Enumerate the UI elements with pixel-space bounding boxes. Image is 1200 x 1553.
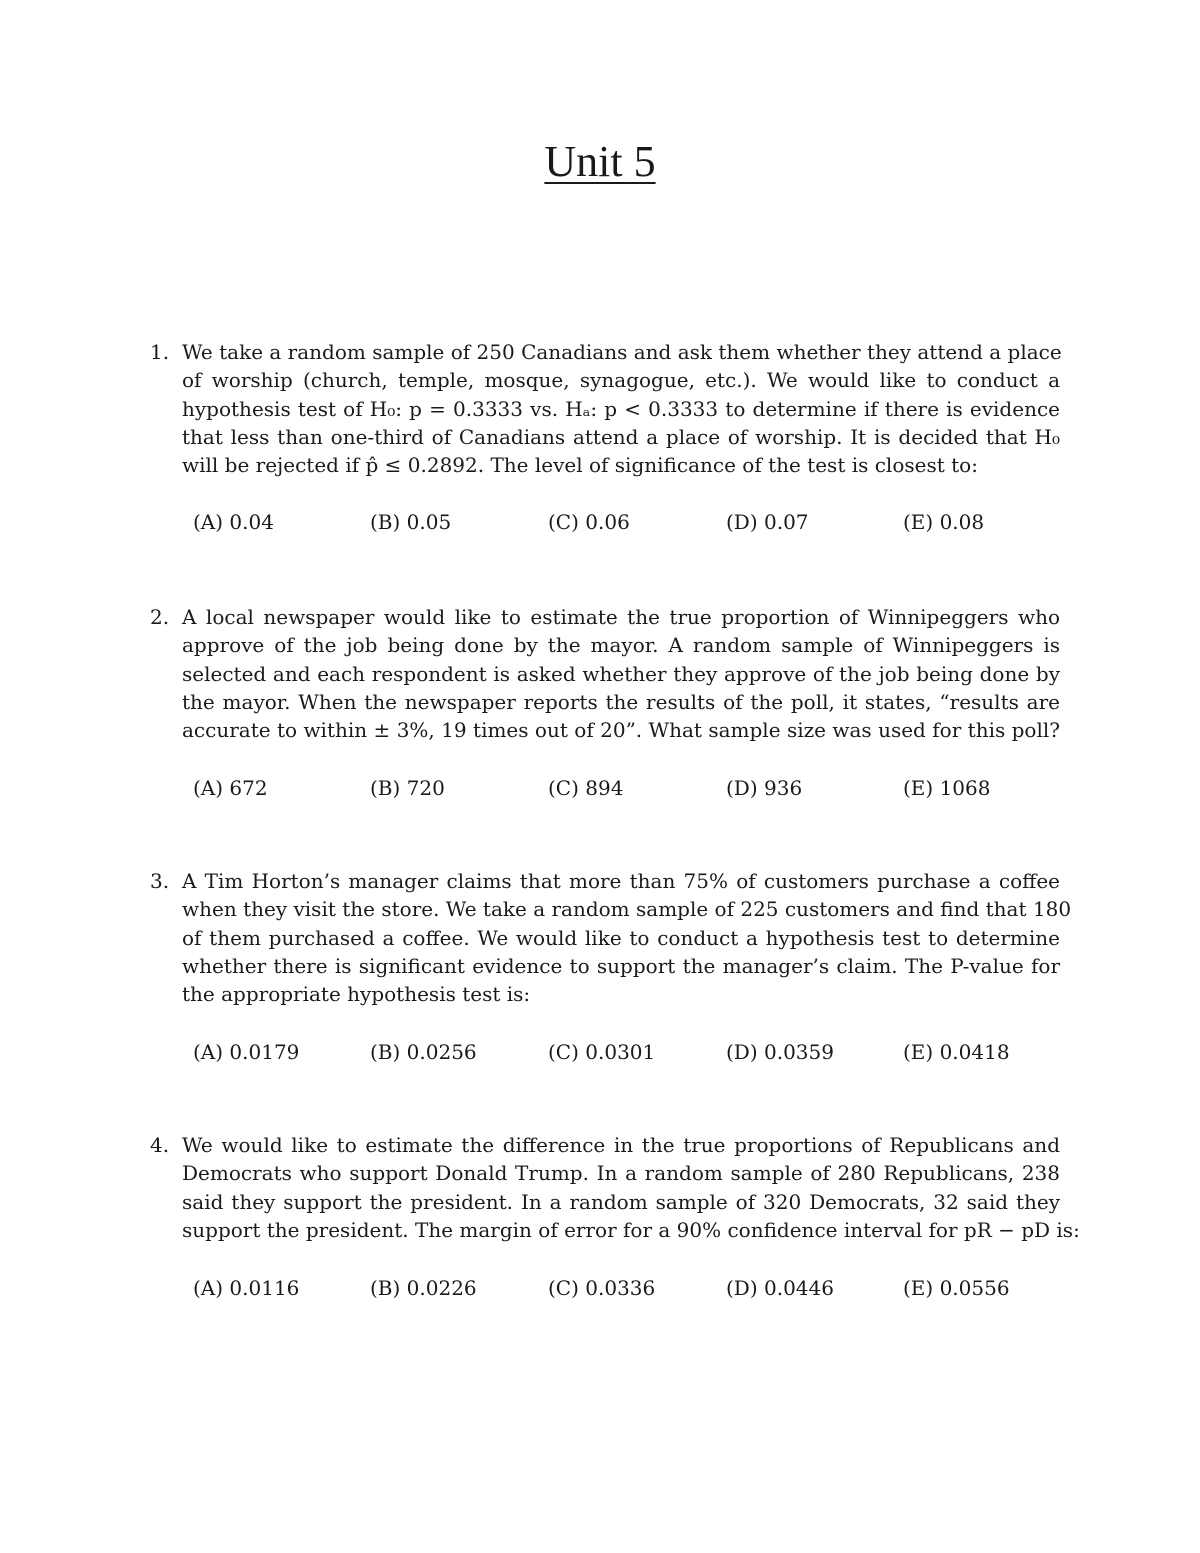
question-line: will be rejected if p̂ ≤ 0.2892. The level of significance of the test is closest to: bbox=[182, 453, 978, 478]
page-title-text: Unit 5 bbox=[544, 137, 656, 186]
question-line: the appropriate hypothesis test is: bbox=[182, 982, 531, 1007]
question-number: 4. bbox=[150, 1133, 170, 1157]
question-line: We would like to estimate the difference in the true proportions of Republicans and bbox=[182, 1133, 1060, 1157]
question-line: whether there is significant evidence to support the manager’s claim. The P-value for bbox=[182, 953, 1060, 978]
choice-d[interactable]: (D) 0.0359 bbox=[726, 1040, 834, 1064]
choice-b[interactable]: (B) 0.0226 bbox=[370, 1276, 477, 1300]
question-line: hypothesis test of H₀: p = 0.3333 vs. Hₐ: p < 0.3333 to determine if there is evidence bbox=[182, 396, 1060, 421]
choice-c[interactable]: (C) 0.0336 bbox=[548, 1276, 656, 1300]
question-text bbox=[182, 338, 1060, 479]
question-text bbox=[182, 603, 1060, 744]
choice-b[interactable]: (B) 0.0256 bbox=[370, 1040, 477, 1064]
question-line: A Tim Horton’s manager claims that more than 75% of customers purchase a coffee bbox=[182, 869, 1060, 893]
question-number: 2. bbox=[150, 605, 170, 629]
question-line: of worship (church, temple, mosque, synagogue, etc.). We would like to conduct a bbox=[182, 368, 1060, 393]
question-line: when they visit the store. We take a random sample of 225 customers and find that 180 bbox=[182, 897, 1072, 922]
choice-c[interactable]: (C) 0.0301 bbox=[548, 1040, 656, 1064]
choice-e[interactable]: (E) 0.0418 bbox=[903, 1040, 1010, 1064]
question-text bbox=[182, 867, 1072, 1008]
choice-a[interactable]: (A) 672 bbox=[193, 776, 268, 800]
question-line: said they support the president. In a random sample of 320 Democrats, 32 said they bbox=[182, 1189, 1060, 1214]
choice-b[interactable]: (B) 0.05 bbox=[370, 510, 452, 534]
choice-d[interactable]: (D) 0.0446 bbox=[726, 1276, 834, 1300]
page-title bbox=[0, 134, 1200, 190]
question-line: selected and each respondent is asked whether they approve of the job being done by bbox=[182, 661, 1060, 686]
choice-c[interactable]: (C) 894 bbox=[548, 776, 624, 800]
question-line: that less than one-third of Canadians attend a place of worship. It is decided that H₀ bbox=[182, 424, 1060, 449]
question-line: the mayor. When the newspaper reports the results of the poll, it states, “results are bbox=[182, 689, 1060, 714]
question-number: 3. bbox=[150, 869, 170, 893]
choice-a[interactable]: (A) 0.0116 bbox=[193, 1276, 300, 1300]
question-line: A local newspaper would like to estimate the true proportion of Winnipeggers who bbox=[182, 605, 1060, 629]
choice-d[interactable]: (D) 0.07 bbox=[726, 510, 809, 534]
choice-c[interactable]: (C) 0.06 bbox=[548, 510, 630, 534]
choice-a[interactable]: (A) 0.0179 bbox=[193, 1040, 300, 1064]
choice-a[interactable]: (A) 0.04 bbox=[193, 510, 274, 534]
choice-e[interactable]: (E) 1068 bbox=[903, 776, 991, 800]
question-line: accurate to within ± 3%, 19 times out of 20”. What sample size was used for this poll? bbox=[182, 718, 1060, 743]
choice-e[interactable]: (E) 0.08 bbox=[903, 510, 985, 534]
question-line: support the president. The margin of error for a 90% confidence interval for pR − pD is: bbox=[182, 1217, 1080, 1242]
question-number: 1. bbox=[150, 340, 170, 364]
choice-b[interactable]: (B) 720 bbox=[370, 776, 445, 800]
choice-e[interactable]: (E) 0.0556 bbox=[903, 1276, 1010, 1300]
question-line: Democrats who support Donald Trump. In a random sample of 280 Republicans, 238 bbox=[182, 1161, 1060, 1186]
question-text bbox=[182, 1131, 1080, 1244]
question-line: We take a random sample of 250 Canadians and ask them whether they attend a place bbox=[182, 340, 1062, 364]
question-line: of them purchased a coffee. We would like to conduct a hypothesis test to determine bbox=[182, 925, 1060, 950]
question-line: approve of the job being done by the mayor. A random sample of Winnipeggers is bbox=[182, 633, 1060, 658]
choice-d[interactable]: (D) 936 bbox=[726, 776, 803, 800]
